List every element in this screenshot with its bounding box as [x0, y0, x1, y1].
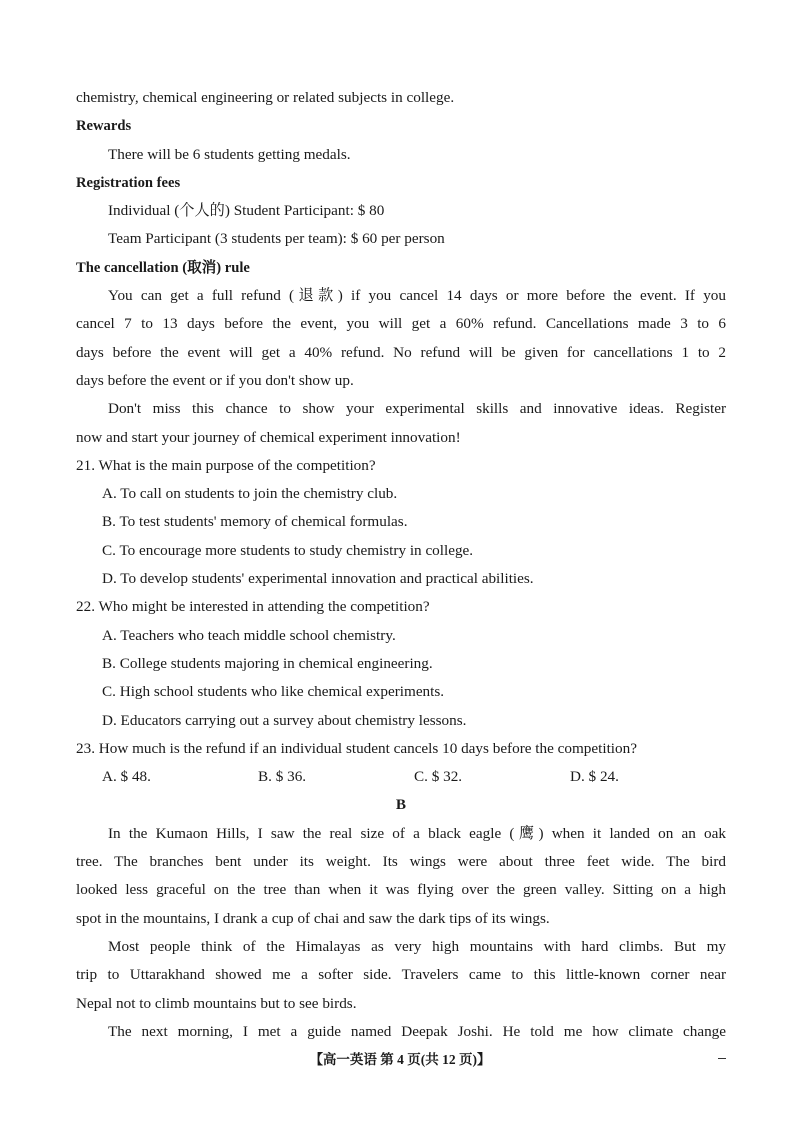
question-21-option-b: B. To test students' memory of chemical formulas.	[102, 513, 408, 531]
rewards-heading: Rewards	[76, 118, 132, 135]
cancel-line: cancel 7 to 13 days before the event, you will get a 60% refund. Cancellations made 3 to 6	[76, 315, 726, 333]
passage-b-para1-line: looked less graceful on the tree than when it was flying over the green valley. Sitting on a high	[76, 881, 726, 899]
intro-tail: chemistry, chemical engineering or related subjects in college.	[76, 89, 455, 106]
passage-b-para1-line: spot in the mountains, I drank a cup of chai and saw the dark tips of its wings.	[76, 909, 550, 927]
closing-line: Don't miss this chance to show your experimental skills and innovative ideas. Register	[108, 400, 726, 418]
rewards-text: There will be 6 students getting medals.	[108, 145, 351, 163]
fee-team: Team Participant (3 students per team): $ 60 per person	[108, 230, 445, 248]
question-23-option-b: B. $ 36.	[258, 768, 307, 786]
exam-page	[76, 84, 726, 1046]
question-21-option-a: A. To call on students to join the chemistry club.	[102, 485, 398, 503]
cancel-heading: The cancellation (取消) rule	[76, 259, 250, 276]
passage-b-para2-line: trip to Uttarakhand showed me a softer side. Travelers came to this little-known corner near	[76, 966, 726, 984]
question-23-option-d: D. $ 24.	[570, 768, 619, 786]
passage-b-para2-line: Most people think of the Himalayas as very high mountains with hard climbs. But my	[108, 937, 726, 955]
passage-b-para3-line: The next morning, I met a guide named Deepak Joshi. He told me how climate change	[108, 1022, 726, 1040]
question-22-option-a: A. Teachers who teach middle school chemistry.	[102, 626, 396, 644]
question-23-option-c: C. $ 32.	[414, 768, 463, 786]
cancel-line: days before the event will get a 40% refund. No refund will be given for cancellations 1 to 2	[76, 343, 726, 361]
fee-individual: Individual (个人的) Student Participant: $ 80	[108, 202, 385, 220]
passage-b-para1-line: In the Kumaon Hills, I saw the real size of a black eagle (鹰) when it landed on an oak	[108, 824, 726, 842]
passage-b-label: B	[395, 796, 407, 814]
passage-b-para2-line: Nepal not to climb mountains but to see birds.	[76, 994, 357, 1012]
question-21-option-c: C. To encourage more students to study chemistry in college.	[102, 541, 474, 559]
question-22-option-c: C. High school students who like chemical experiments.	[102, 683, 445, 701]
closing-line: now and start your journey of chemical experiment innovation!	[76, 428, 461, 446]
cancel-line: days before the event or if you don't show up.	[76, 371, 354, 389]
page-footer: 【高一英语 第 4 页(共 12 页)】	[309, 1052, 491, 1067]
question-22-stem: 22. Who might be interested in attending the competition?	[76, 598, 430, 616]
footer-dash	[718, 1058, 726, 1059]
question-22-option-b: B. College students majoring in chemical engineering.	[102, 654, 433, 672]
question-23-options	[76, 763, 726, 791]
question-23-stem: 23. How much is the refund if an individual student cancels 10 days before the competition?	[76, 739, 637, 757]
question-21-option-d: D. To develop students' experimental innovation and practical abilities.	[102, 570, 534, 588]
fees-heading: Registration fees	[76, 174, 181, 191]
cancel-line: You can get a full refund (退款) if you cancel 14 days or more before the event. If you	[108, 287, 726, 305]
question-22-option-d: D. Educators carrying out a survey about chemistry lessons.	[102, 711, 467, 729]
question-23-option-a: A. $ 48.	[102, 768, 151, 786]
passage-b-para1-line: tree. The branches bent under its weight. Its wings were about three feet wide. The bird	[76, 853, 726, 871]
question-21-stem: 21. What is the main purpose of the competition?	[76, 456, 376, 474]
